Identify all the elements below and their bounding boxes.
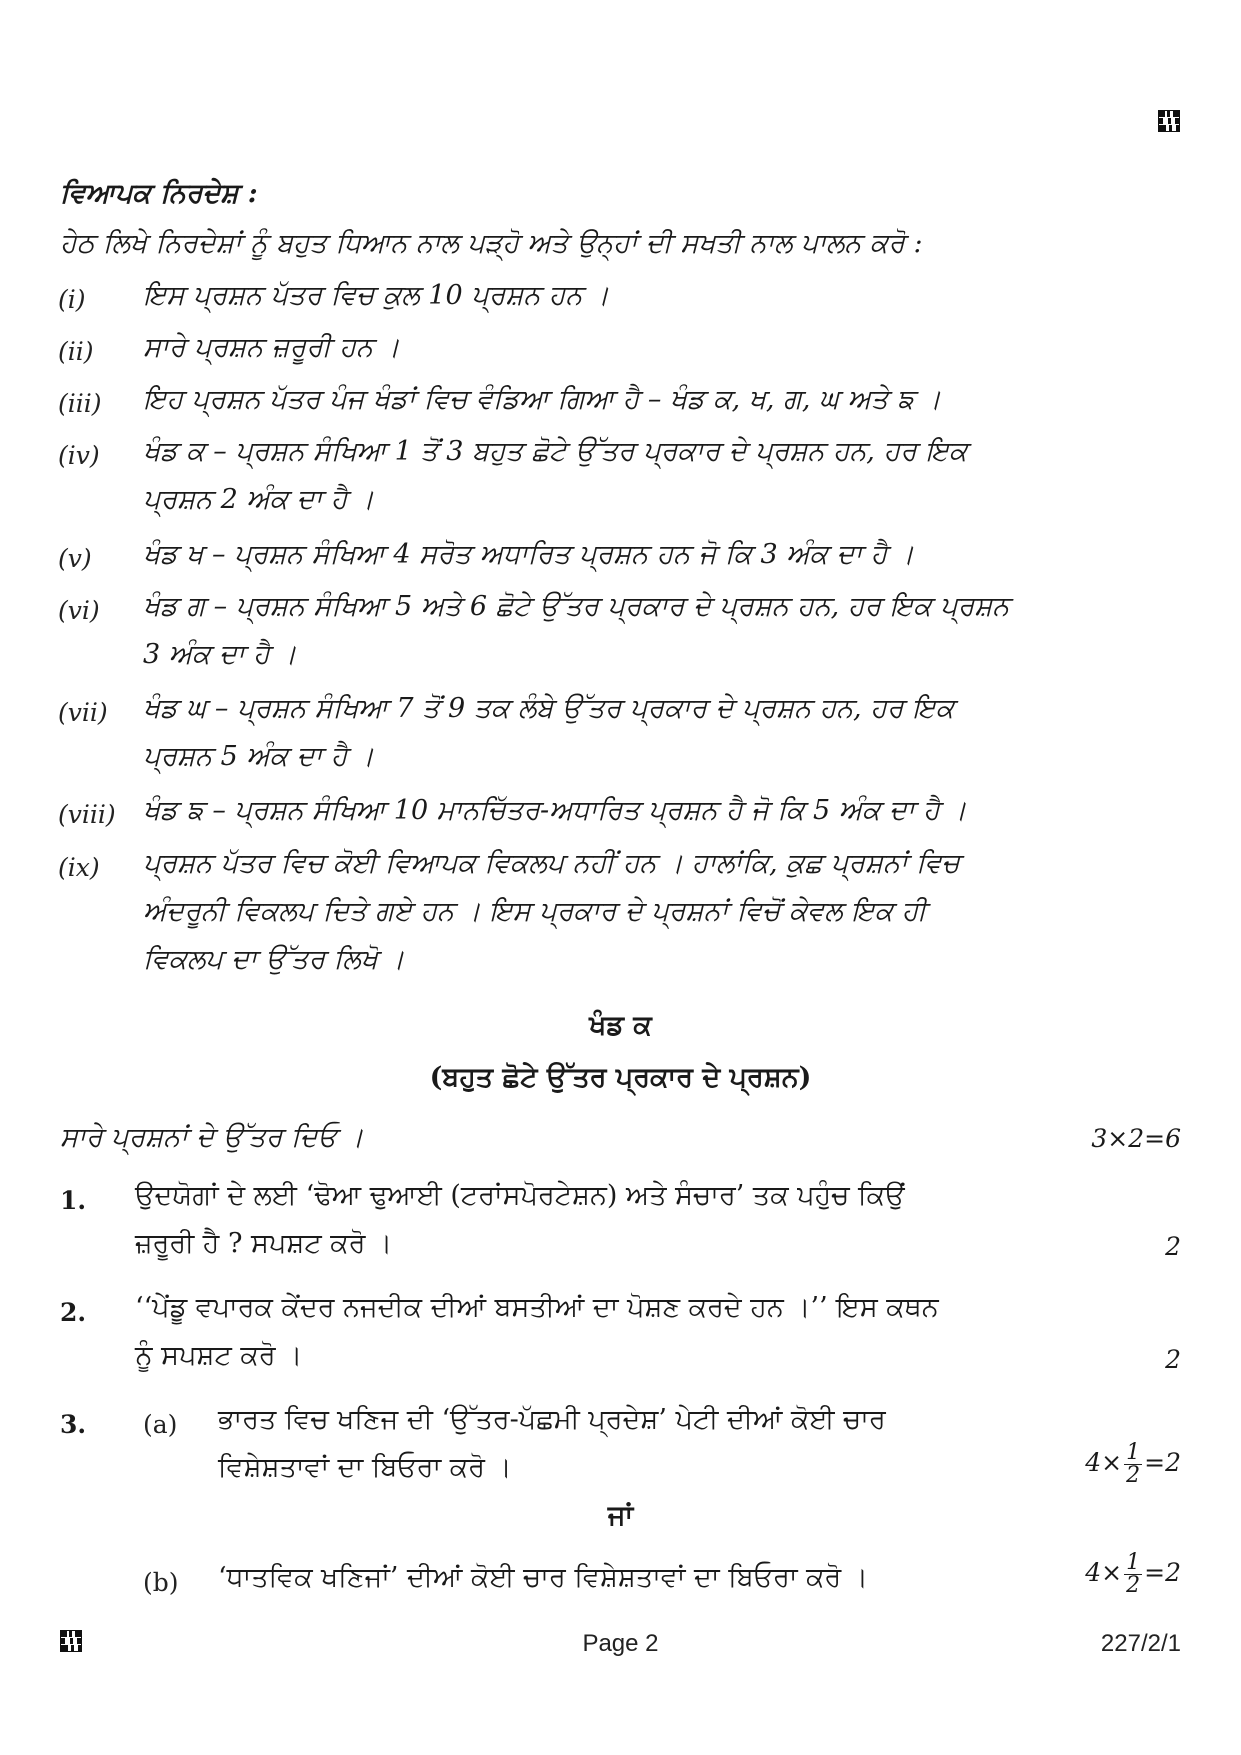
section-marks: 3×2=6 [1091,1124,1181,1153]
instruction-number: (vii) [58,698,108,727]
question-text: ਉਦਯੋਗਾਂ ਦੇ ਲਈ ‘ਢੋਆ ਢੁਆਈ (ਟਰਾਂਸਪੋਰਟੇਸ਼ਨ) ਅਤੇ ਸੰਚਾਰ’ ਤਕ ਪਹੁੰਚ ਕਿਉਂ [135,1180,905,1211]
section-instruction: ਸਾਰੇ ਪ੍ਰਸ਼ਨਾਂ ਦੇ ਉੱਤਰ ਦਿਓ । [60,1122,364,1153]
instruction-text: ਸਾਰੇ ਪ੍ਰਸ਼ਨ ਜ਼ਰੂਰੀ ਹਨ । [143,332,400,363]
instruction-number: (ix) [58,853,100,882]
instruction-number: (vi) [58,596,100,625]
instruction-text: ਵਿਕਲਪ ਦਾ ਉੱਤਰ ਲਿਖੋ । [143,944,405,975]
instruction-text: 3 ਅੰਕ ਦਾ ਹੈ । [143,639,297,670]
section-subtitle: (ਬਹੁਤ ਛੋਟੇ ਉੱਤਰ ਪ੍ਰਕਾਰ ਦੇ ਪ੍ਰਸ਼ਨ) [429,1062,812,1093]
instruction-text: ਖੰਡ ਗ – ਪ੍ਰਸ਼ਨ ਸੰਖਿਆ 5 ਅਤੇ 6 ਛੋਟੇ ਉੱਤਰ ਪ੍ਰਕਾਰ ਦੇ ਪ੍ਰਸ਼ਨ ਹਨ, ਹਰ ਇਕ ਪ੍ਰਸ਼ਨ [143,591,1010,622]
instruction-text: ਖੰਡ ਕ – ਪ੍ਰਸ਼ਨ ਸੰਖਿਆ 1 ਤੋਂ 3 ਬਹੁਤ ਛੋਟੇ ਉੱਤਰ ਪ੍ਰਕਾਰ ਦੇ ਪ੍ਰਸ਼ਨ ਹਨ, ਹਰ ਇਕ [143,436,968,467]
question-text: ‘‘ਪੇਂਡੂ ਵਪਾਰਕ ਕੇਂਦਰ ਨਜਦੀਕ ਦੀਆਂ ਬਸਤੀਆਂ ਦਾ ਪੋਸ਼ਣ ਕਰਦੇ ਹਨ ।’’ ਇਸ ਕਥਨ [135,1292,939,1323]
instruction-text: ਖੰਡ ਘ – ਪ੍ਰਸ਼ਨ ਸੰਖਿਆ 7 ਤੋਂ 9 ਤਕ ਲੰਬੇ ਉੱਤਰ ਪ੍ਰਕਾਰ ਦੇ ਪ੍ਰਸ਼ਨ ਹਨ, ਹਰ ਇਕ [143,693,954,724]
instruction-number: (v) [58,544,92,573]
section-title: ਖੰਡ ਕ [589,1010,652,1041]
instruction-text: ਪ੍ਰਸ਼ਨ ਪੱਤਰ ਵਿਚ ਕੋਈ ਵਿਆਪਕ ਵਿਕਲਪ ਨਹੀਂ ਹਨ । ਹਾਲਾਂਕਿ, ਕੁਛ ਪ੍ਰਸ਼ਨਾਂ ਵਿਚ [143,848,960,879]
question-text: ਵਿਸ਼ੇਸ਼ਤਾਵਾਂ ਦਾ ਬਿਓਰਾ ਕਰੋ । [218,1452,512,1483]
instruction-text: ਖੰਡ ਙ – ਪ੍ਰਸ਼ਨ ਸੰਖਿਆ 10 ਮਾਨਚਿੱਤਰ-ਅਧਾਰਿਤ ਪ੍ਰਸ਼ਨ ਹੈ ਜੋ ਕਿ 5 ਅੰਕ ਦਾ ਹੈ । [143,795,967,826]
question-marks: 2 [1165,1345,1181,1374]
paper-code: 227/2/1 [1100,1630,1181,1657]
instruction-number: (iv) [58,441,100,470]
page-number: Page 2 [582,1630,659,1657]
question-text: ਭਾਰਤ ਵਿਚ ਖਣਿਜ ਦੀ ‘ਉੱਤਰ-ਪੱਛਮੀ ਪ੍ਰਦੇਸ਼’ ਪੇਟੀ ਦੀਆਂ ਕੋਈ ਚਾਰ [218,1404,886,1435]
question-text: ‘ਧਾਤਵਿਕ ਖਣਿਜਾਂ’ ਦੀਆਂ ਕੋਈ ਚਾਰ ਵਿਸ਼ੇਸ਼ਤਾਵਾਂ ਦਾ ਬਿਓਰਾ ਕਰੋ । [218,1562,869,1593]
question-marks: 4× $\frac{1}{2}$ =2 [1085,1550,1181,1598]
part-label: (a) [143,1410,178,1439]
or-label: ਜਾਂ [607,1500,634,1531]
question-marks: 4× $\frac{1}{2}$ =2 [1085,1440,1181,1488]
instructions-intro: ਹੇਠ ਲਿਖੇ ਨਿਰਦੇਸ਼ਾਂ ਨੂੰ ਬਹੁਤ ਧਿਆਨ ਨਾਲ ਪੜ੍ਹੋ ਅਤੇ ਉਨ੍ਹਾਂ ਦੀ ਸਖਤੀ ਨਾਲ ਪਾਲਨ ਕਰੋ : [60,228,923,259]
instruction-number: (i) [58,285,86,314]
instruction-text: ਅੰਦਰੂਨੀ ਵਿਕਲਪ ਦਿਤੇ ਗਏ ਹਨ । ਇਸ ਪ੍ਰਕਾਰ ਦੇ ਪ੍ਰਸ਼ਨਾਂ ਵਿਚੋਂ ਕੇਵਲ ਇਕ ਹੀ [143,896,927,927]
question-number: 3. [60,1410,87,1439]
general-instructions-heading: ਵਿਆਪਕ ਨਿਰਦੇਸ਼ : [60,178,258,209]
question-text: ਨੂੰ ਸਪਸ਼ਟ ਕਰੋ । [135,1340,303,1371]
instruction-text: ਇਸ ਪ੍ਰਸ਼ਨ ਪੱਤਰ ਵਿਚ ਕੁਲ 10 ਪ੍ਰਸ਼ਨ ਹਨ । [143,280,610,311]
fraction: $\frac{1}{2}$ [1126,1550,1141,1598]
qr-code-icon [1158,110,1180,132]
part-label: (b) [143,1568,179,1597]
question-number: 1. [60,1186,87,1215]
question-marks: 2 [1165,1232,1181,1261]
fraction: $\frac{1}{2}$ [1126,1440,1141,1488]
instruction-number: (iii) [58,389,102,418]
question-text: ਜ਼ਰੂਰੀ ਹੈ ? ਸਪਸ਼ਟ ਕਰੋ । [135,1228,393,1259]
instruction-text: ਪ੍ਰਸ਼ਨ 2 ਅੰਕ ਦਾ ਹੈ । [143,484,375,515]
instruction-text: ਇਹ ਪ੍ਰਸ਼ਨ ਪੱਤਰ ਪੰਜ ਖੰਡਾਂ ਵਿਚ ਵੰਡਿਆ ਗਿਆ ਹੈ – ਖੰਡ ਕ, ਖ, ਗ, ਘ ਅਤੇ ਙ । [143,384,942,415]
question-number: 2. [60,1298,87,1327]
instruction-number: (viii) [58,800,116,829]
instruction-text: ਪ੍ਰਸ਼ਨ 5 ਅੰਕ ਦਾ ਹੈ । [143,741,375,772]
instruction-number: (ii) [58,337,94,366]
instruction-text: ਖੰਡ ਖ – ਪ੍ਰਸ਼ਨ ਸੰਖਿਆ 4 ਸਰੋਤ ਅਧਾਰਿਤ ਪ੍ਰਸ਼ਨ ਹਨ ਜੋ ਕਿ 3 ਅੰਕ ਦਾ ਹੈ । [143,539,915,570]
